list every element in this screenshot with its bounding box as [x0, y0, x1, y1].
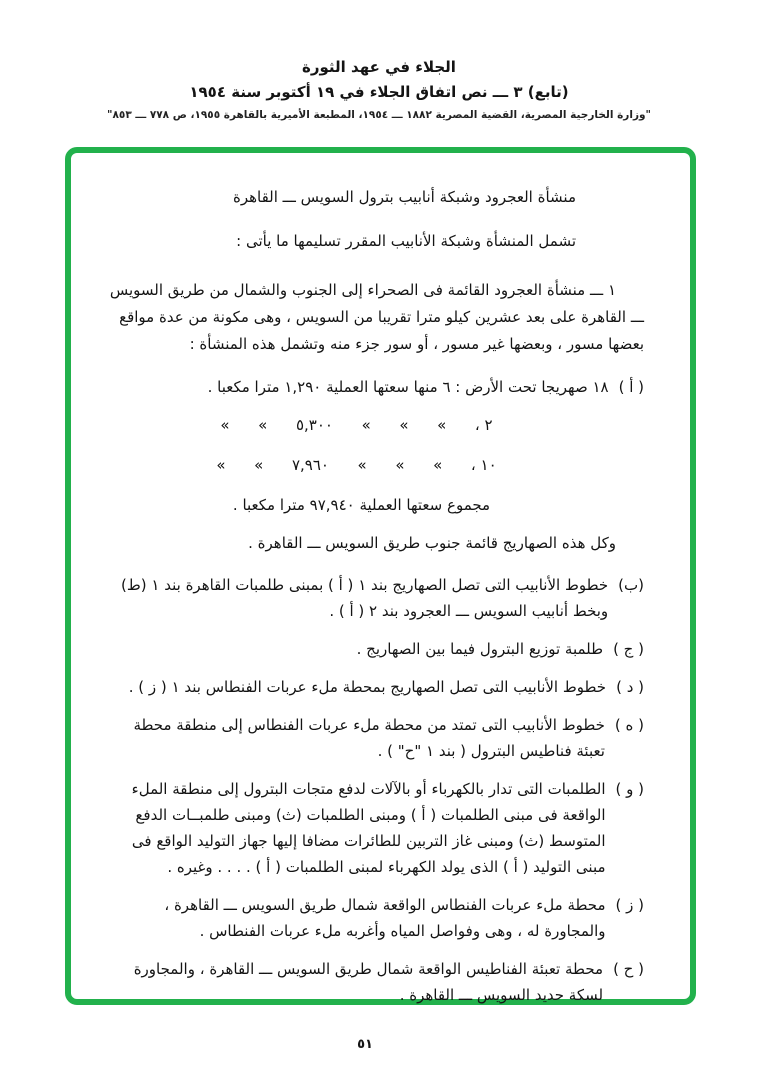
page-number: ٥١ [357, 1037, 373, 1052]
item-text: الطلمبات التى تدار بالكهرباء أو بالآلات لدفع متجات البترول إلى منطقة الملء الواقعة فى مبنى الطلمبات ( أ ) ومبنى الطلمبات (ث) ومبنى طلمبــات الدفع المتوسط (ث) ومبنى غاز التربين للطائرات مضافا إليها جهاز التوليد الواقع فى مبنى التوليد ( أ ) الذى يولد الكهرباء لمبنى الطلمبات ( أ ) . . . . وغيره . [131, 780, 606, 876]
list-item [109, 374, 644, 400]
text-line: وكل هذه الصهاريج قائمة جنوب طريق السويس ـــ القاهرة . [248, 534, 616, 552]
text-line: ٢ ، » » » ٥,٣٠٠ » » [220, 416, 493, 434]
list-item [109, 892, 644, 944]
list-item [109, 674, 644, 700]
item-text: طلمبة توزيع البترول فيما بين الصهاريج . [356, 640, 604, 658]
list-item [109, 572, 644, 624]
list-item [109, 956, 644, 1008]
item-label: ( و ) [615, 780, 644, 798]
item-text: خطوط الأنابيب التى تصل الصهاريج بند ١ ( أ ) بمبنى طلمبات القاهرة بند ١ (ط) وبخط أنابيب السويس ـــ العجرود بند ٢ ( أ ) . [121, 576, 609, 620]
text-line: ١٠ ، » » » ٧,٩٦٠ » » [216, 456, 497, 474]
item-label: (ب) [618, 576, 644, 594]
highlight-box [65, 147, 696, 1005]
text-line: مجموع سعتها العملية ٩٧,٩٤٠ مترا مكعبا . [232, 496, 491, 514]
doc-subtitle: (تابع) ٣ ـــ نص اتفاق الجلاء في ١٩ أكتوبر سنة ١٩٥٤ [189, 83, 569, 101]
item-label: ( ح ) [613, 960, 644, 978]
items-list [109, 374, 644, 1008]
item-label: ( ز ) [615, 896, 644, 914]
item-text: محطة تعبئة الفناطيس الواقعة شمال طريق السويس ـــ القاهرة ، والمجاورة لسكة حديد السويس ـــ القاهرة . [133, 960, 604, 1004]
page-header [0, 58, 758, 121]
list-item [109, 712, 644, 764]
intro-line: تشمل المنشأة وشبكة الأنابيب المقرر تسليمها ما يأتى : [236, 232, 576, 250]
item-label: ( ج ) [613, 640, 644, 658]
item-label: ( أ ) [618, 378, 644, 396]
item-text: ١٨ صهريجا تحت الأرض : ٦ منها سعتها العملية ١,٢٩٠ مترا مكعبا . [207, 378, 609, 396]
paragraph-1: ١ ـــ منشأة العجرود القائمة فى الصحراء إلى الجنوب والشمال من طريق السويس ـــ القاهرة على بعد عشرين كيلو مترا تقريبا من السويس ، وهى مكونة من عدة مواقع بعضها مسور ، وبعضها غير مسور ، أو سور جزء منه وتشمل هذه المنشأة : [109, 281, 644, 353]
item-text: خطوط الأنابيب التى تصل الصهاريج بمحطة ملء عربات الفنطاس بند ١ ( ز ) . [128, 678, 607, 696]
list-item [109, 776, 644, 880]
item-label: ( ه ) [614, 716, 644, 734]
doc-source-citation: "وزارة الخارجية المصرية، القضية المصرية ١٨٨٢ ـــ ١٩٥٤، المطبعة الأميرية بالقاهرة ١٩٥٥، ص ٧٧٨ ـــ ٨٥٣" [107, 109, 651, 121]
section-title: منشأة العجرود وشبكة أنابيب بترول السويس ـــ القاهرة [232, 188, 576, 206]
item-text: محطة ملء عربات الفنطاس الواقعة شمال طريق السويس ـــ القاهرة ، والمجاورة له ، وهى وفواصل المياه وأغربه ملء عربات الفنطاس . [164, 896, 606, 940]
doc-title: الجلاء في عهد الثورة [302, 58, 456, 76]
list-item [109, 636, 644, 662]
item-text: خطوط الأنابيب التى تمتد من محطة ملء عربات الفنطاس إلى منطقة محطة تعبئة فناطيس البترول ( بند ١ "ح" ) . [133, 716, 605, 760]
item-label: ( د ) [616, 678, 644, 696]
